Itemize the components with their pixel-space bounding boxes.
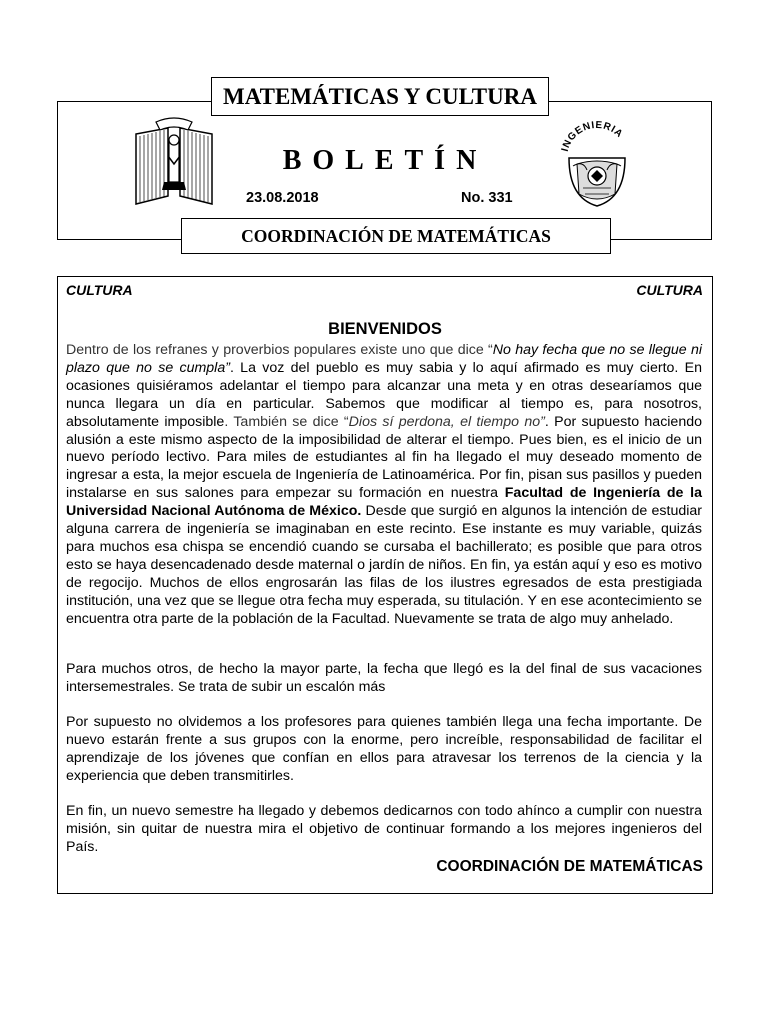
article-heading: BIENVENIDOS [328,320,442,338]
issue-number: No. 331 [461,190,513,206]
bulletin-heading: BOLETÍN [282,145,488,176]
article-paragraph-4: En fin, un nuevo semestre ha llegado y debemos dedicarnos con todo ahínco a cumplir con nuestra misión, sin quitar de nuestra mira el objetivo de continuar formando a los mejores ingenieros del País. [66,803,702,855]
newsletter-title: MATEMÁTICAS Y CULTURA [211,77,549,116]
paragraph-text: Desde que surgió en algunos la intención de estudiar alguna carrera de ingeniería se imaginaban en este recinto. Ese instante es muy variable, quizás para muchos esa chispa se encendió cuando se cursaba el bachillerato; es posible que para otros esto se haya desencadenado desde maternal o jardín de niños. En fin, ya están aquí y eso es motivo de regocijo. Muchos de ellos engrosarán las filas de los ilustres egresados de esta prestigiada institución, una vez que se llegue otra fecha muy esperada, su titulación. Y en ese acontecimiento se encuentra otra parte de la población de la Facultad. Nuevamente se trata de algo muy anhelado. [66,503,702,627]
article-paragraph-3: Por supuesto no olvidemos a los profesores para quienes también llega una fecha importante. De nuevo estarán frente a sus grupos con la enorme, pero increíble, responsabilidad de facilitar el aprendizaje de los jóvenes que confían en ellos para atravesar los terrenos de la ciencia y la experiencia que deben transmitirles. [66,714,702,784]
paragraph-text: . La voz del pueblo es muy sabia y lo aquí afirmado es muy cierto. En ocasiones quisiéramos adelantar el tiempo para alcanzar una meta y en otras desearíamos que nunca llegara un día en particular. Sabemos que modificar al tiempo es, para nosotros, absolutamente imposible [66,359,702,430]
engineering-faculty-seal-icon [553,114,641,210]
section-label-right: CULTURA [636,282,703,298]
paragraph-intro: Dentro de los refranes y proverbios populares existe uno que dice “ [66,342,493,358]
issue-date: 23.08.2018 [246,190,319,206]
coordination-subtitle: COORDINACIÓN DE MATEMÁTICAS [181,218,611,254]
paragraph-text: . Por supuesto haciendo alusión a este mismo aspecto de la imposibilidad de alterar el tiempo. Pues bien, es el inicio de un nuevo período lectivo. Para miles de estudiantes al fin ha llegado el muy deseado momento de ingresar a esta, la mejor escuela de Ingeniería de Latinoamérica. Por fin, pisan sus pasillos y pueden instalarse en sus salones para empezar su formación en nuestra [66,413,702,502]
section-label-left: CULTURA [66,282,133,298]
mathematics-coordination-emblem-icon [128,116,220,212]
article-paragraph-2: Para muchos otros, de hecho la mayor parte, la fecha que llegó es la del final de sus vacaciones intersemestrales. Se trata de subir un escalón más [66,661,702,695]
svg-text:INGENIERIA: INGENIERIA [559,119,625,153]
faculty-name: Facultad de Ingeniería de la Universidad Nacional Autónoma de México. [66,485,702,520]
proverb-quote-1: No hay fecha que no se llegue ni plazo que no se cumpla” [66,342,702,376]
article-paragraph-1 [66,342,702,629]
article-signature: COORDINACIÓN DE MATEMÁTICAS [436,858,703,875]
paragraph-text: . También se dice “ [224,413,349,430]
proverb-quote-2: Dios sí perdona, el tiempo no” [348,413,545,430]
